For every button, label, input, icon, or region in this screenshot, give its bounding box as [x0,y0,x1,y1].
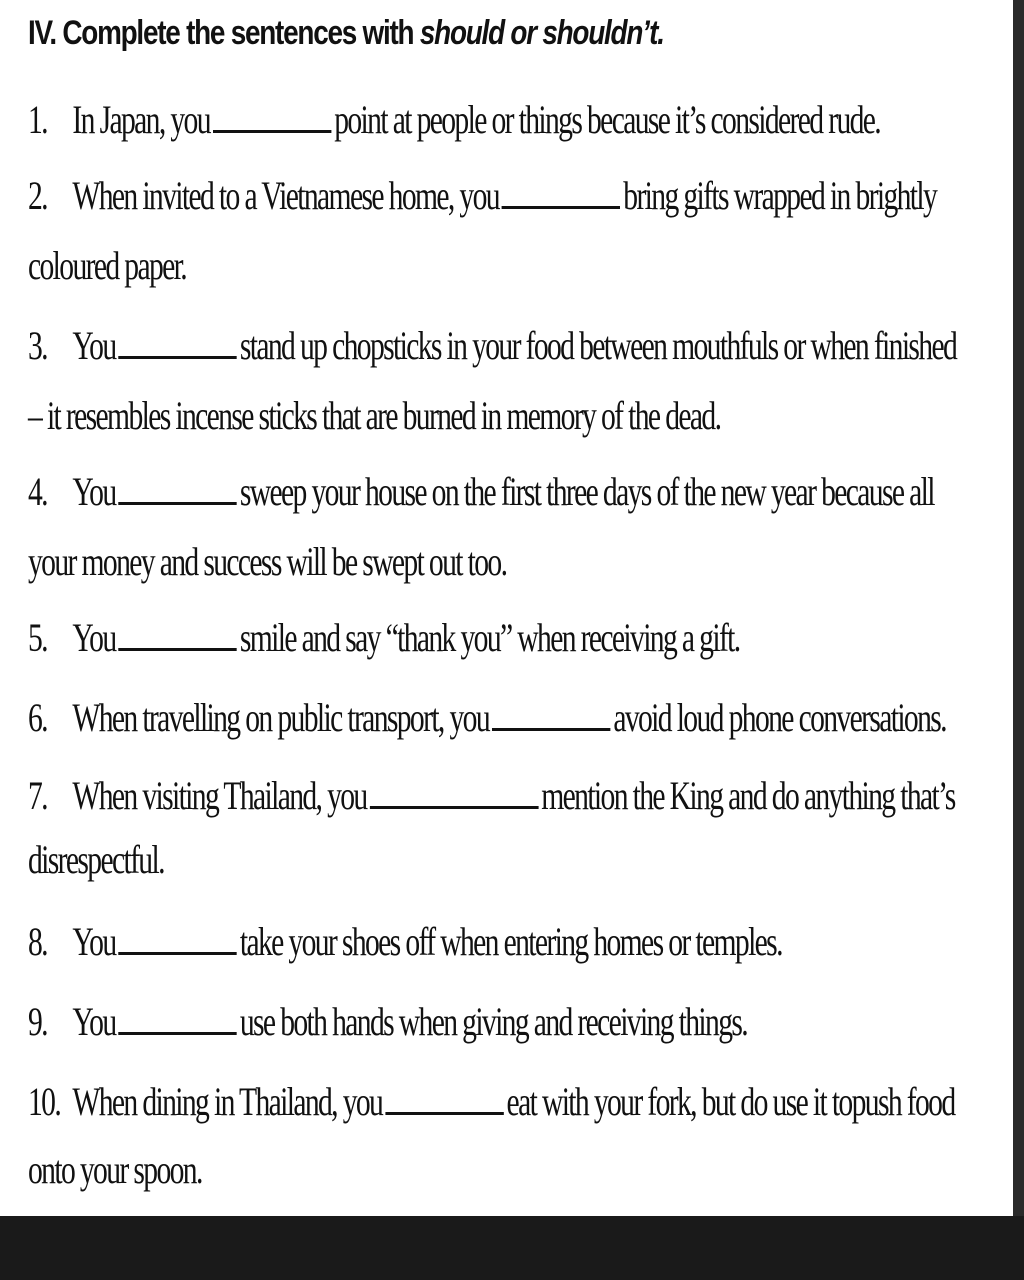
sentence-after: mention the King and do anything that’s [541,773,955,818]
sentence-7-continued: disrespectful. [28,837,164,882]
answer-blank[interactable] [370,776,539,809]
sentence-before: When dining in Thailand, you [72,1079,383,1124]
sentence-after: avoid loud phone conversations. [613,695,946,740]
sentence-3 [28,322,956,370]
sentence-3-continued: – it resembles incense sticks that are burned in memory of the dead. [28,393,721,438]
item-number: 10. [28,1079,61,1124]
sentence-before: In Japan, you [72,97,210,142]
sentence-after: use both hands when giving and receiving things. [239,999,748,1044]
heading-word-shouldnt: shouldn’t. [542,14,664,52]
sentence-1 [28,96,880,144]
answer-blank[interactable] [118,922,236,955]
answer-blank[interactable] [118,472,236,505]
dark-right-edge [1013,0,1024,1280]
answer-blank[interactable] [502,176,620,209]
heading-word-should: should [419,14,504,52]
sentence-5 [28,614,740,662]
sentence-after: bring gifts wrapped in brightly [623,173,937,218]
item-number: 6. [28,695,47,740]
item-number: 3. [28,323,47,368]
item-number: 7. [28,773,47,818]
item-number: 9. [28,999,47,1044]
sentence-after: take your shoes off when entering homes or temples. [239,919,782,964]
answer-blank[interactable] [492,698,610,731]
sentence-10-continued: onto your spoon. [28,1147,202,1192]
item-number: 5. [28,615,47,660]
sentence-after: smile and say “thank you” when receiving a gift. [239,615,740,660]
exercise-heading [28,14,664,53]
answer-blank[interactable] [213,100,331,133]
sentence-2-continued: coloured paper. [28,243,187,288]
sentence-before: When travelling on public transport, you [72,695,489,740]
answer-blank[interactable] [118,326,236,359]
item-number: 8. [28,919,47,964]
sentence-4-continued: your money and success will be swept out too. [28,539,507,584]
sentence-7 [28,772,955,820]
sentence-before: You [72,919,116,964]
item-number: 1. [28,97,47,142]
answer-blank[interactable] [118,1002,236,1035]
sentence-2 [28,172,936,220]
sentence-after: stand up chopsticks in your food between mouthfuls or when finished [239,323,957,368]
answer-blank[interactable] [118,618,236,651]
sentence-6 [28,694,946,742]
sentence-before: You [72,323,116,368]
sentence-after: sweep your house on the first three days of the new year because all [239,469,934,514]
sentence-after: eat with your fork, but do use it topush food [506,1079,955,1124]
sentence-before: You [72,469,116,514]
item-number: 4. [28,469,47,514]
sentence-before: You [72,615,116,660]
sentence-8 [28,918,782,966]
item-number: 2. [28,173,47,218]
heading-or: or [510,14,536,52]
heading-text: Complete the sentences with [62,14,414,52]
dark-bottom-bar [0,1216,1024,1280]
sentence-before: You [72,999,116,1044]
sentence-before: When visiting Thailand, you [72,773,367,818]
sentence-before: When invited to a Vietnamese home, you [72,173,499,218]
answer-blank[interactable] [385,1082,503,1115]
heading-roman: IV. [28,14,56,52]
sentence-after: point at people or things because it’s considered rude. [334,97,881,142]
sentence-9 [28,998,747,1046]
sentence-10 [28,1078,955,1126]
sentence-4 [28,468,934,516]
